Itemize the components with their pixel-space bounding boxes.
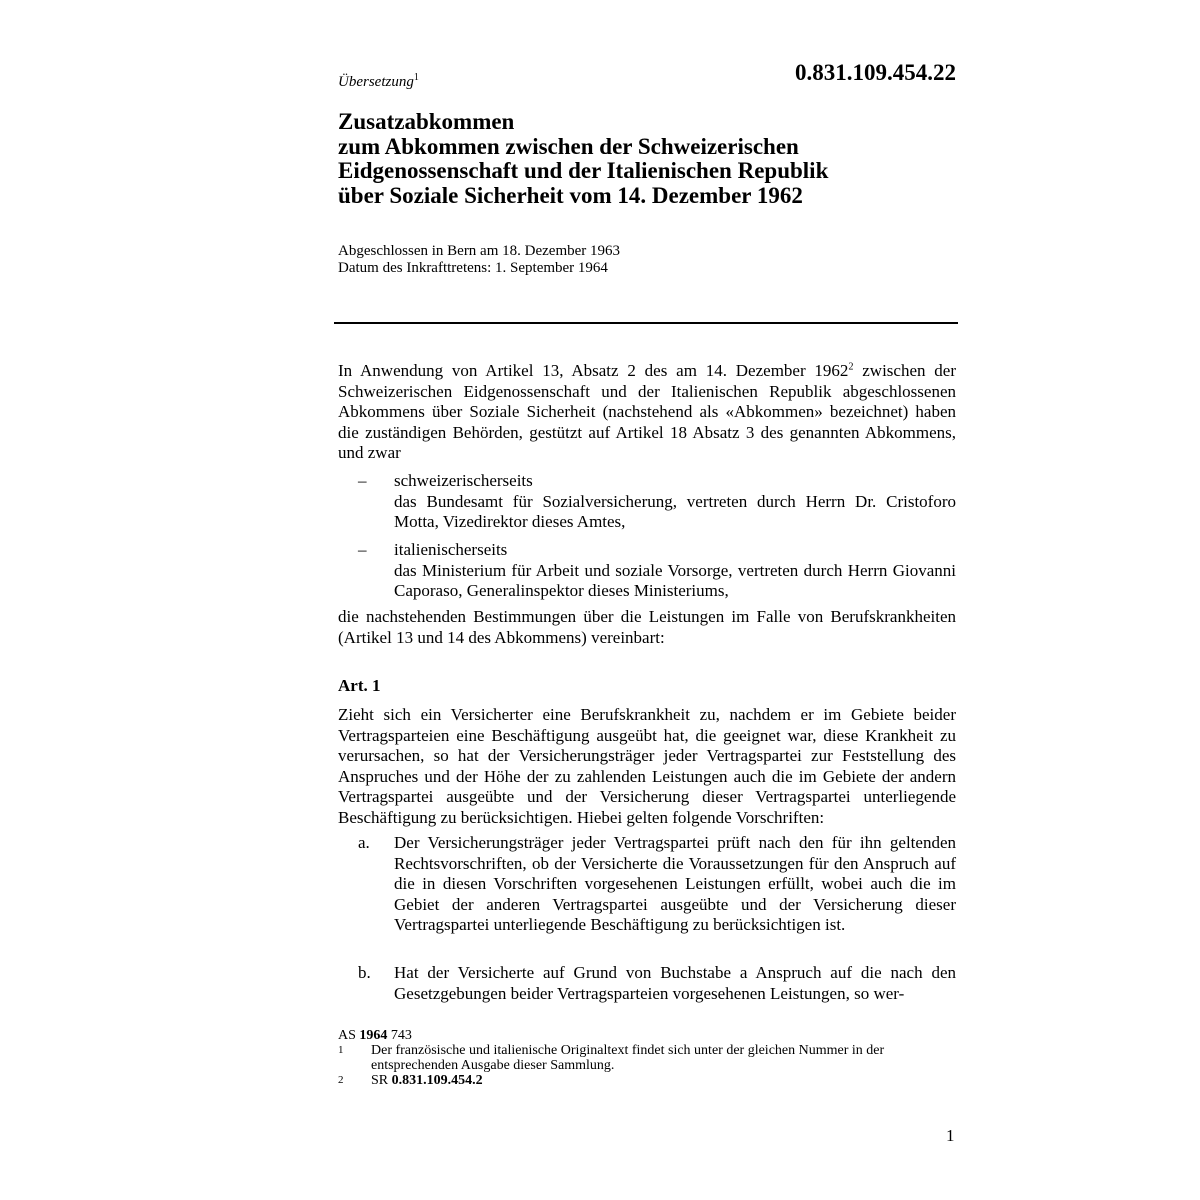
list-marker: b. xyxy=(358,963,371,982)
document-metadata xyxy=(338,243,620,277)
sr-link[interactable]: 0.831.109.454.2 xyxy=(391,1073,483,1088)
party-text: das Bundesamt für Sozialversicherung, vertreten durch Herrn Dr. Cristoforo Motta, Vizedirektor dieses Amtes, xyxy=(394,491,956,531)
article-item-b xyxy=(338,963,956,1004)
party-item-italian xyxy=(338,540,956,602)
footnote-ref-1[interactable]: 1 xyxy=(413,72,419,83)
footnote-text: Der französische und italienische Originaltext findet sich unter der gleichen Nummer in der entsprechenden Ausgabe dieser Sammlung. xyxy=(371,1043,885,1073)
party-item-swiss xyxy=(338,471,956,533)
article-item-text: Der Versicherungsträger jeder Vertragspartei prüft nach den für ihn geltenden Rechtsvorschriften, ob der Versicherte die Voraussetzungen für den Anspruch auf die in diesen Vorschriften vorgesehenen Leistungen erfüllt, wobei auch die im Gebiet der anderen Vertragspartei ausgeübte und der Versicherung dieser Vertragspartei unterliegende Beschäftigung zu berücksichtigen ist. xyxy=(394,833,956,934)
title-line: über Soziale Sicherheit vom 14. Dezember 1962 xyxy=(338,182,803,208)
article-heading: Art. 1 xyxy=(338,676,381,695)
footnote xyxy=(338,1073,958,1088)
party-side: schweizerischerseits xyxy=(394,471,533,490)
header-divider xyxy=(334,322,958,324)
footnotes xyxy=(338,1028,958,1088)
party-text: das Ministerium für Arbeit und soziale Vorsorge, vertreten durch Herrn Giovanni Caporaso, Generalinspektor dieses Ministeriums, xyxy=(394,560,956,600)
title-line: Zusatzabkommen xyxy=(338,109,515,134)
as-reference: AS 1964 743 xyxy=(338,1028,412,1043)
party-side: italienischerseits xyxy=(394,540,508,559)
footnote-text: SR 0.831.109.454.2 xyxy=(371,1073,483,1088)
preamble-closing: die nachstehenden Bestimmungen über die Leistungen im Falle von Berufskrankheiten (Artikel 13 und 14 des Abkommens) vereinbart: xyxy=(338,607,956,647)
list-marker: a. xyxy=(358,833,370,852)
concluded-date: Abgeschlossen in Bern am 18. Dezember 1963 xyxy=(338,243,621,259)
document-title xyxy=(338,110,958,208)
in-force-date: Datum des Inkrafttretens: 1. September 1964 xyxy=(338,260,608,276)
title-line: zum Abkommen zwischen der Schweizerischen xyxy=(338,133,799,159)
page-number: 1 xyxy=(946,1126,955,1145)
translation-label: Übersetzung$^1$ xyxy=(338,72,419,90)
preamble-intro: In Anwendung von Artikel 13, Absatz 2 des am 14. Dezember 1962$^2$ zwischen der Schweizerischen Eidgenossenschaft und der Italienischen Republik abgeschlossenen Abkommens über Soziale Sicherheit (nachstehend als «Abkommen» bezeichnet) haben die zuständigen Behörden, gestützt auf Artikel 18 Absatz 3 des genannten Abkommens, und zwar xyxy=(338,361,957,462)
footnote-number: 1 xyxy=(338,1044,344,1056)
footnote-number: 2 xyxy=(338,1074,344,1086)
sr-number: 0.831.109.454.22 xyxy=(795,60,956,85)
footnote xyxy=(338,1043,958,1073)
footnote-ref-2[interactable]: 2 xyxy=(848,361,854,373)
article-item-a xyxy=(338,833,956,936)
title-line: Eidgenossenschaft und der Italienischen Republik xyxy=(338,158,829,183)
list-marker: – xyxy=(358,471,367,490)
article-text: Zieht sich ein Versicherter eine Berufskrankheit zu, nachdem er im Gebiete beider Vertragsparteien eine Beschäftigung ausgeübt hat, die geeignet war, diese Krankheit zu verursachen, so hat der Versicherungsträger jeder Vertragspartei zur Feststellung des Anspruches und der Höhe der zu zahlenden Leistungen auch die im Gebiete der andern Vertragspartei ausgeübte und der Versicherung dieser Vertragspartei unterliegende Beschäftigung zu berücksichtigen. Hiebei gelten folgende Vorschriften: xyxy=(338,705,956,827)
list-marker: – xyxy=(358,540,367,559)
article-item-text: Hat der Versicherte auf Grund von Buchstabe a Anspruch auf die nach den Gesetzgebungen beider Vertragsparteien vorgesehenen Leistungen, so wer- xyxy=(394,963,956,1003)
